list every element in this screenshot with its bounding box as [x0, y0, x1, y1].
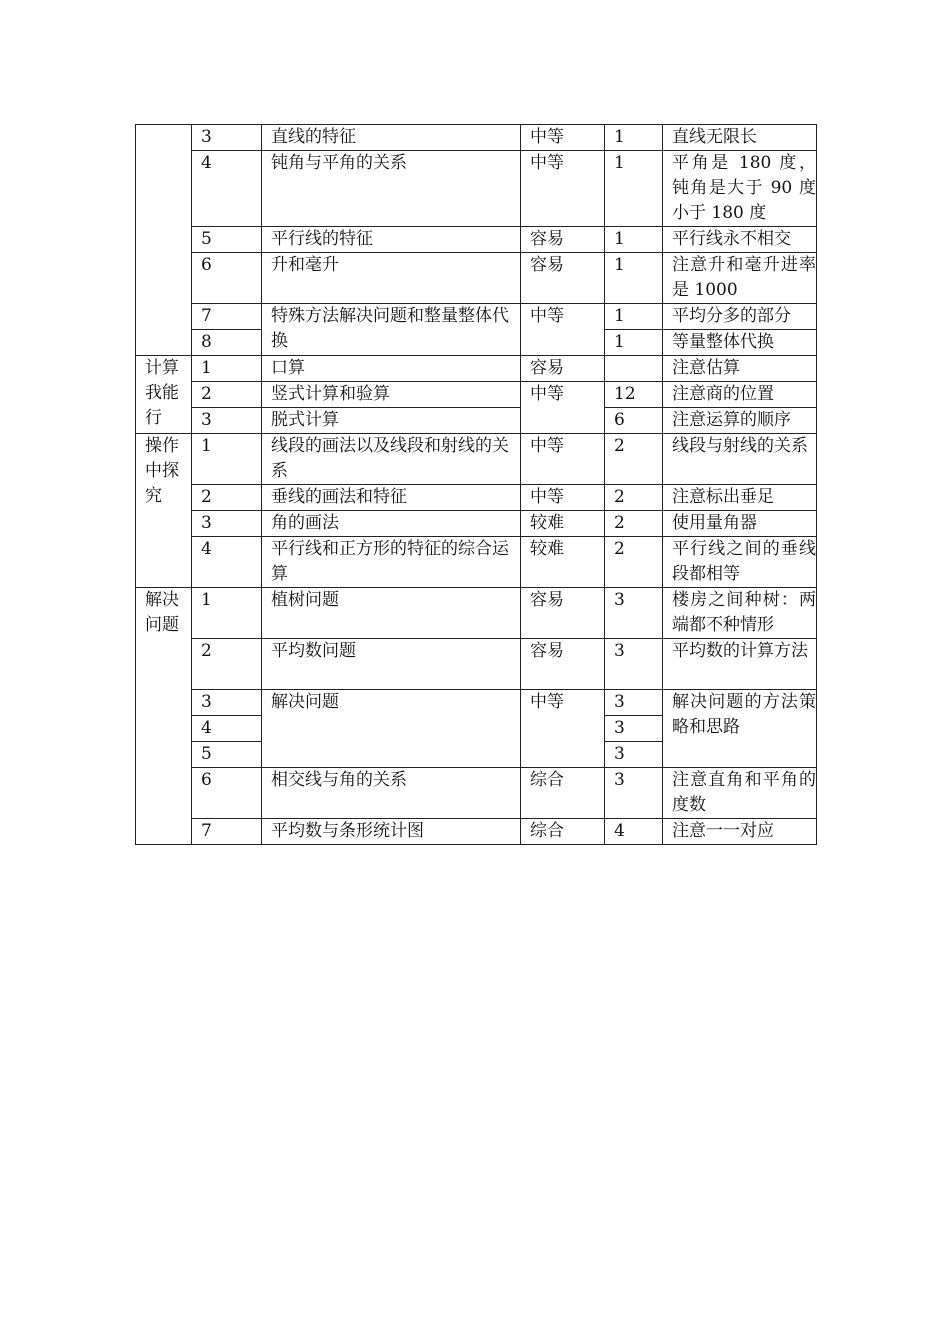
item-topic: 脱式计算: [262, 408, 521, 434]
item-tip: 平角是 180 度，钝角是大于 90 度小于 180 度: [663, 151, 817, 227]
knowledge-points-table: [135, 124, 817, 845]
item-score: 6: [605, 408, 663, 434]
item-tip: 注意运算的顺序: [663, 408, 817, 434]
item-tip: 楼房之间种树：两端都不种情形: [663, 588, 817, 639]
section-title-problem-solving: 解决问题: [136, 588, 192, 845]
item-score: 2: [605, 434, 663, 485]
item-difficulty: 中等: [521, 151, 605, 227]
section-title-operation: 操作中探究: [136, 434, 192, 588]
item-topic: 相交线与角的关系: [262, 768, 521, 819]
item-number: 8: [192, 330, 262, 356]
item-topic: 口算: [262, 356, 521, 382]
item-difficulty: 中等: [521, 304, 605, 356]
item-number: 7: [192, 304, 262, 330]
item-topic: 平均数与条形统计图: [262, 819, 521, 845]
item-topic: 解决问题: [262, 690, 521, 768]
item-score: 1: [605, 227, 663, 253]
item-tip: 平均数的计算方法: [663, 639, 817, 690]
table-row: [136, 227, 817, 253]
item-topic: 角的画法: [262, 511, 521, 537]
item-tip: 解决问题的方法策略和思路: [663, 690, 817, 768]
table-row: [136, 382, 817, 408]
item-tip: 平行线之间的垂线段都相等: [663, 537, 817, 588]
item-score: 3: [605, 768, 663, 819]
section-title-calculation: 计算我能行: [136, 356, 192, 434]
item-score: 3: [605, 742, 663, 768]
item-number: 3: [192, 511, 262, 537]
item-score: 1: [605, 330, 663, 356]
item-difficulty: 容易: [521, 253, 605, 304]
item-topic: 竖式计算和验算: [262, 382, 521, 408]
item-difficulty: 容易: [521, 356, 605, 382]
table-row: [136, 485, 817, 511]
item-difficulty: 中等: [521, 485, 605, 511]
item-topic: 植树问题: [262, 588, 521, 639]
item-topic: 垂线的画法和特征: [262, 485, 521, 511]
item-tip: 注意一一对应: [663, 819, 817, 845]
item-number: 2: [192, 639, 262, 690]
item-tip: 注意估算: [663, 356, 817, 382]
item-number: 6: [192, 253, 262, 304]
item-number: 4: [192, 151, 262, 227]
item-number: 4: [192, 716, 262, 742]
item-score: 1: [605, 125, 663, 151]
item-difficulty: 较难: [521, 537, 605, 588]
item-tip: 等量整体代换: [663, 330, 817, 356]
item-tip: 线段与射线的关系: [663, 434, 817, 485]
item-number: 3: [192, 125, 262, 151]
item-topic: 直线的特征: [262, 125, 521, 151]
item-number: 1: [192, 588, 262, 639]
item-tip: 注意升和毫升进率是 1000: [663, 253, 817, 304]
item-number: 6: [192, 768, 262, 819]
item-score: [605, 356, 663, 382]
item-score: 3: [605, 588, 663, 639]
item-difficulty: 容易: [521, 588, 605, 639]
item-difficulty: 中等: [521, 690, 605, 768]
table-row: [136, 690, 817, 716]
table-row: [136, 434, 817, 485]
item-number: 2: [192, 485, 262, 511]
item-score: 3: [605, 716, 663, 742]
item-topic: 升和毫升: [262, 253, 521, 304]
item-score: 12: [605, 382, 663, 408]
item-score: 3: [605, 690, 663, 716]
item-topic: 平行线的特征: [262, 227, 521, 253]
item-difficulty: 综合: [521, 768, 605, 819]
item-number: 5: [192, 742, 262, 768]
item-tip: 使用量角器: [663, 511, 817, 537]
table-row: [136, 511, 817, 537]
item-score: 2: [605, 511, 663, 537]
item-number: 1: [192, 356, 262, 382]
item-number: 3: [192, 690, 262, 716]
item-difficulty: 容易: [521, 227, 605, 253]
table-row: [136, 253, 817, 304]
item-number: 4: [192, 537, 262, 588]
item-number: 1: [192, 434, 262, 485]
item-difficulty: 综合: [521, 819, 605, 845]
item-topic: 线段的画法以及线段和射线的关系: [262, 434, 521, 485]
item-score: 1: [605, 304, 663, 330]
item-topic: 钝角与平角的关系: [262, 151, 521, 227]
item-score: 3: [605, 639, 663, 690]
table-row: [136, 304, 817, 330]
item-topic: 平行线和正方形的特征的综合运算: [262, 537, 521, 588]
item-tip: 注意直角和平角的度数: [663, 768, 817, 819]
table-row: [136, 537, 817, 588]
item-difficulty: 容易: [521, 639, 605, 690]
item-difficulty: 中等: [521, 382, 605, 434]
item-difficulty: 较难: [521, 511, 605, 537]
table-row: [136, 639, 817, 690]
table-row: [136, 125, 817, 151]
item-tip: 直线无限长: [663, 125, 817, 151]
table-row: [136, 768, 817, 819]
item-score: 4: [605, 819, 663, 845]
item-number: 3: [192, 408, 262, 434]
item-difficulty: 中等: [521, 434, 605, 485]
section-cell-empty: [136, 125, 192, 356]
table-row: [136, 588, 817, 639]
item-score: 2: [605, 537, 663, 588]
item-tip: 平均分多的部分: [663, 304, 817, 330]
item-number: 2: [192, 382, 262, 408]
item-difficulty: 中等: [521, 125, 605, 151]
item-score: 2: [605, 485, 663, 511]
item-number: 5: [192, 227, 262, 253]
item-tip: 平行线永不相交: [663, 227, 817, 253]
item-score: 1: [605, 151, 663, 227]
table-row: [136, 356, 817, 382]
item-number: 7: [192, 819, 262, 845]
item-topic: 平均数问题: [262, 639, 521, 690]
table-row: [136, 819, 817, 845]
table-row: [136, 151, 817, 227]
item-tip: 注意商的位置: [663, 382, 817, 408]
item-topic: 特殊方法解决问题和整量整体代换: [262, 304, 521, 356]
table-row: [136, 408, 817, 434]
item-score: 1: [605, 253, 663, 304]
item-tip: 注意标出垂足: [663, 485, 817, 511]
